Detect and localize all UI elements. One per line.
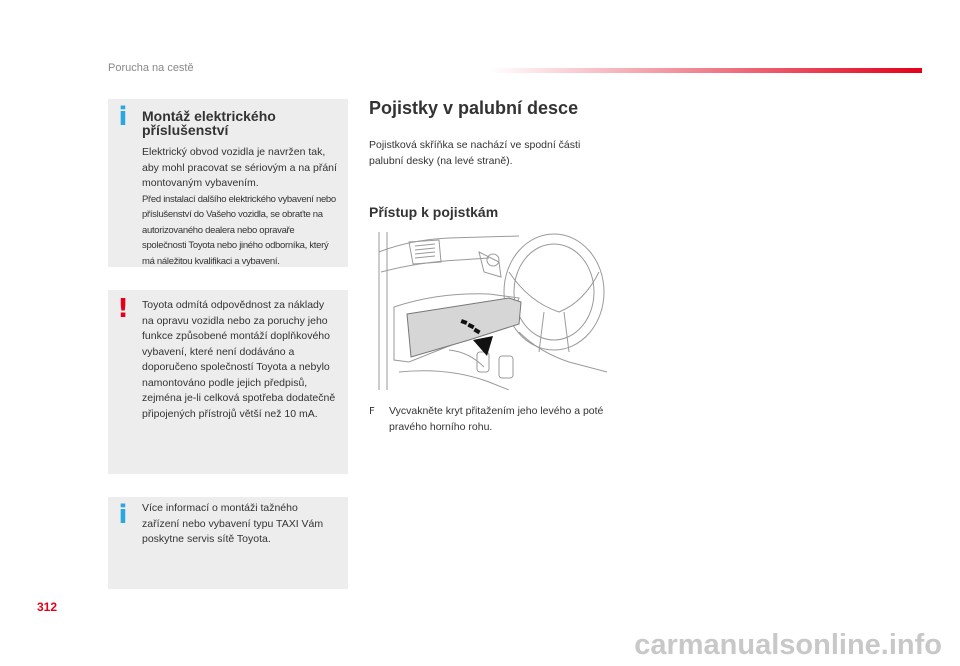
step-text: Vycvakněte kryt přitažením jeho levého a poté pravého horního rohu. (389, 405, 604, 433)
warning-text: Toyota odmítá odpovědnost za náklady na opravu vozidla nebo za poruchy jeho funkce způsobené montáží doplňkového vybavení, které není dodáváno a doporučeno společností Toyota a nebylo namontováno podle jejich předpisů, zejména je-li celková spotřeba dodatečně připojených přístrojů větší než 10 mA. (142, 299, 336, 420)
page-number: 312 (37, 600, 58, 614)
section-header: Porucha na cestě (108, 62, 194, 74)
header-accent-bar (490, 68, 922, 73)
info-box-title: Montáž elektrického příslušenství (142, 108, 276, 138)
intro-paragraph: Pojistková skříňka se nachází ve spodní části palubní desky (na levé straně). (369, 139, 581, 167)
info-icon: i (118, 500, 128, 530)
info-icon: i (118, 102, 128, 132)
fuse-box-illustration (369, 232, 607, 390)
warning-icon: ! (117, 294, 129, 324)
section-subtitle: Přístup k pojistkám (369, 204, 499, 220)
info-box-towing (108, 497, 348, 589)
page-title: Pojistky v palubní desce (369, 98, 579, 118)
info-box-para-2: Před instalací dalšího elektrického vybavení nebo příslušenství do Vašeho vozidla, se obraťte na autorizovaného dealera nebo opravaře společnosti Toyota nebo jiného odborníka, který má náležitou kvalifikaci a vybavení. (142, 193, 336, 267)
watermark: carmanualsonline.info (634, 629, 942, 661)
info-box-towing-text: Více informací o montáži tažného zařízení nebo vybavení typu TAXI Vám poskytne servis sítě Toyota. (142, 502, 324, 545)
info-box-accessories (108, 99, 348, 267)
instruction-step (369, 404, 609, 435)
info-box-para-1: Elektrický obvod vozidla je navržen tak, aby mohl pracovat se sériovým a na přání montovaným vybavením. (142, 146, 337, 189)
warning-box (108, 290, 348, 474)
step-bullet-icon: F (369, 406, 375, 417)
